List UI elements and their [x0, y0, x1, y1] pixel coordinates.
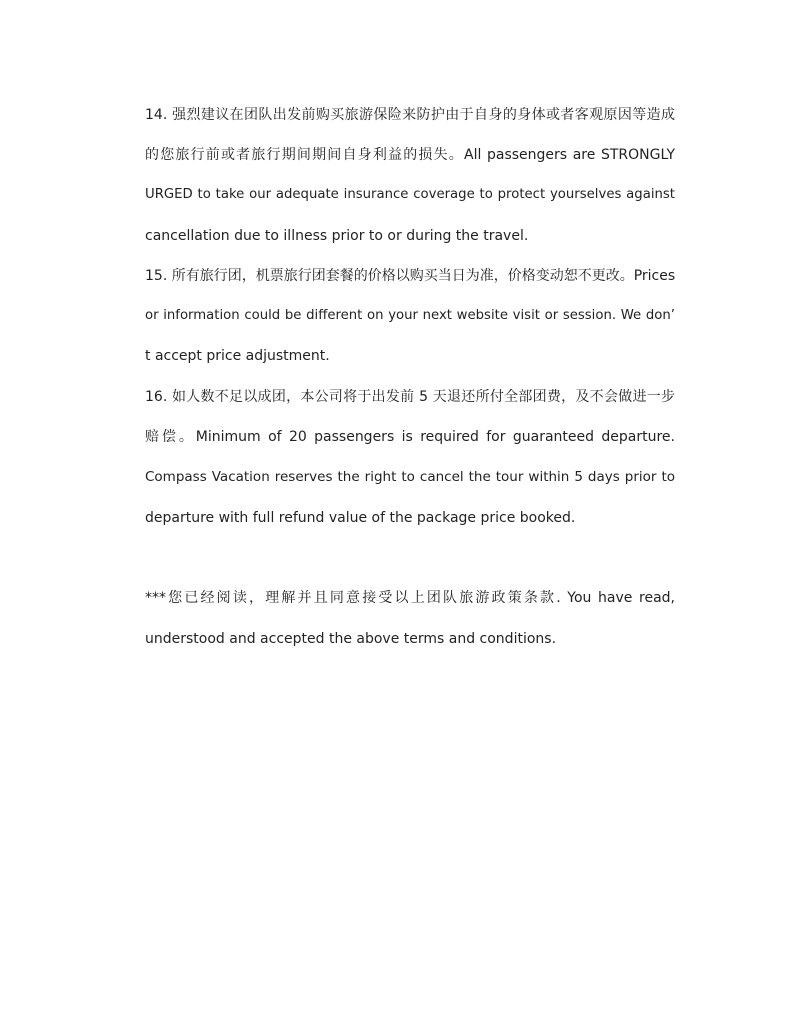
- clause-14-line-1: 14. 强烈建议在团队出发前购买旅游保险来防护由于自身的身体或者客观原因等造成: [145, 107, 675, 123]
- clause-15-line-2: or information could be different on your next website visit or session. We don’: [145, 308, 675, 323]
- clause-14-line-2: 的您旅行前或者旅行期间期间自身利益的损失。All passengers are STRONGLY: [145, 147, 675, 163]
- clause-14-line-4: cancellation due to illness prior to or during the travel.: [145, 228, 529, 244]
- clause-15-line-3: t accept price adjustment.: [145, 348, 330, 364]
- clause-15-line-1: 15. 所有旅行团，机票旅行团套餐的价格以购买当日为准，价格变动恕不更改。Prices: [145, 268, 675, 284]
- clause-16-line-4: departure with full refund value of the package price booked.: [145, 510, 576, 526]
- clause-14-line-3: URGED to take our adequate insurance coverage to protect yourselves against: [145, 187, 675, 202]
- acknowledgement-line-1: ***您已经阅读，理解并且同意接受以上团队旅游政策条款. You have read,: [145, 590, 675, 606]
- clause-16-line-1: 16. 如人数不足以成团，本公司将于出发前 5 天退还所付全部团费，及不会做进一步: [145, 389, 675, 405]
- clause-16-line-2: 赔偿。Minimum of 20 passengers is required for guaranteed departure.: [145, 429, 675, 445]
- clause-16-line-3: Compass Vacation reserves the right to cancel the tour within 5 days prior to: [145, 469, 675, 485]
- acknowledgement-line-2: understood and accepted the above terms and conditions.: [145, 631, 557, 647]
